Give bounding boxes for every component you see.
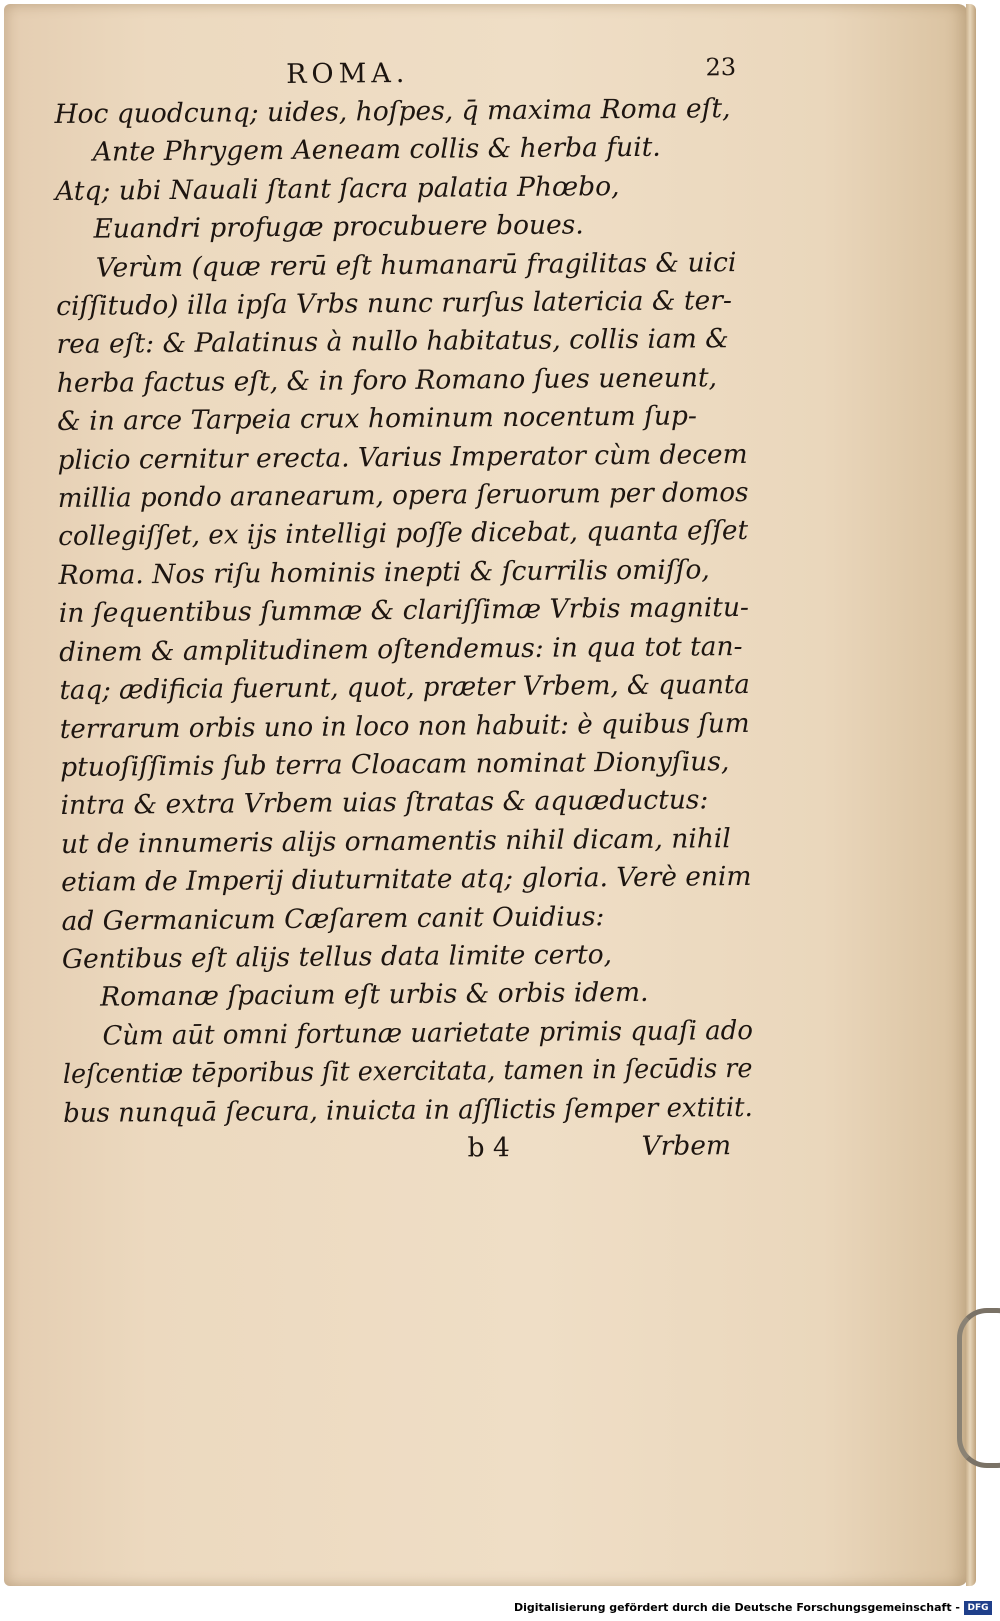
text-line: rea eſt: & Palatinus à nullo habitatus, collis iam & (56, 323, 729, 361)
text-line: ptuoſiſſimis ſub terra Cloacam nominat Dionyſius, (60, 746, 730, 783)
text-line: collegiſſet, ex ijs intelligi poſſe dicebat, quanta eſſet (58, 515, 749, 553)
signature-mark: b 4 (467, 1132, 510, 1164)
text-line: ut de innumeris alijs ornamentis nihil dicam, nihil (60, 822, 731, 860)
text-line: ciſſitudo) illa ipſa Vrbs nunc rurſus latericia & ter- (56, 285, 733, 323)
text-line: Euandri profugæ procubuere boues. (93, 209, 584, 245)
text-line: leſcentiæ tēporibus ſit exercitata, tamen in ſecūdis re (62, 1053, 753, 1091)
text-line: Verùm (quæ rerū eſt humanarū fragilitas & uici (95, 246, 737, 284)
text-line: in ſequentibus ſummæ & clariſſimæ Vrbis magnitu- (58, 592, 750, 630)
text-line: ad Germanicum Cæſarem canit Ouidius: (61, 900, 605, 937)
text-line: terrarum orbis uno in loco non habuit: è quibus ſum (59, 707, 750, 745)
text-line: taq; ædificia fuerunt, quot, præter Vrbem, & quanta (59, 669, 750, 707)
text-line: Gentibus eſt alijs tellus data limite certo, (61, 939, 613, 975)
page-number: 23 (705, 53, 737, 82)
text-line: & in arce Tarpeia crux hominum nocentum ſup- (57, 400, 698, 438)
text-line: Hoc quodcunq; uides, hoſpes, q̄ maxima Roma eſt, (54, 93, 731, 130)
text-line: Atq; ubi Nauali ſtant ſacra palatia Phœbo, (55, 170, 620, 207)
clip-icon (957, 1308, 1000, 1468)
dfg-logo-icon: DFG (964, 1601, 992, 1615)
running-head (54, 52, 737, 96)
text-line: plicio cernitur erecta. Varius Imperator cùm decem (57, 438, 748, 476)
text-line: Roma. Nos riſu hominis inepti & ſcurrilis omiſſo, (58, 554, 710, 591)
catchword: Vrbem (641, 1130, 732, 1162)
funding-credit: Digitalisierung gefördert durch die Deutsche Forschungsgemeinschaft - (513, 1601, 960, 1614)
signature-row (63, 1127, 743, 1171)
text-line: Romanæ ſpacium eſt urbis & orbis idem. (100, 977, 649, 1013)
text-line: Ante Phrygem Aeneam collis & herba fuit. (92, 132, 661, 169)
text-line: millia pondo aranearum, opera ſeruorum per domos (57, 477, 749, 515)
footer-bar (0, 1598, 1000, 1621)
page-text (54, 52, 754, 1171)
text-line: herba factus eſt, & in foro Romano ſues ueneunt, (56, 362, 718, 399)
text-line: dinem & amplitudinem oſtendemus: in qua tot tan- (59, 630, 743, 668)
text-line: intra & extra Vrbem uias ſtratas & aquæductus: (60, 784, 709, 822)
text-line: bus nunquā ſecura, inuicta in aſſlictis ſemper extitit. (63, 1091, 753, 1129)
text-line: Cùm aūt omni fortunæ uarietate primis quaſi ado (102, 1014, 754, 1052)
running-title: ROMA. (286, 57, 410, 90)
text-line: etiam de Imperij diuturnitate atq; gloria. Verè enim (61, 861, 752, 899)
